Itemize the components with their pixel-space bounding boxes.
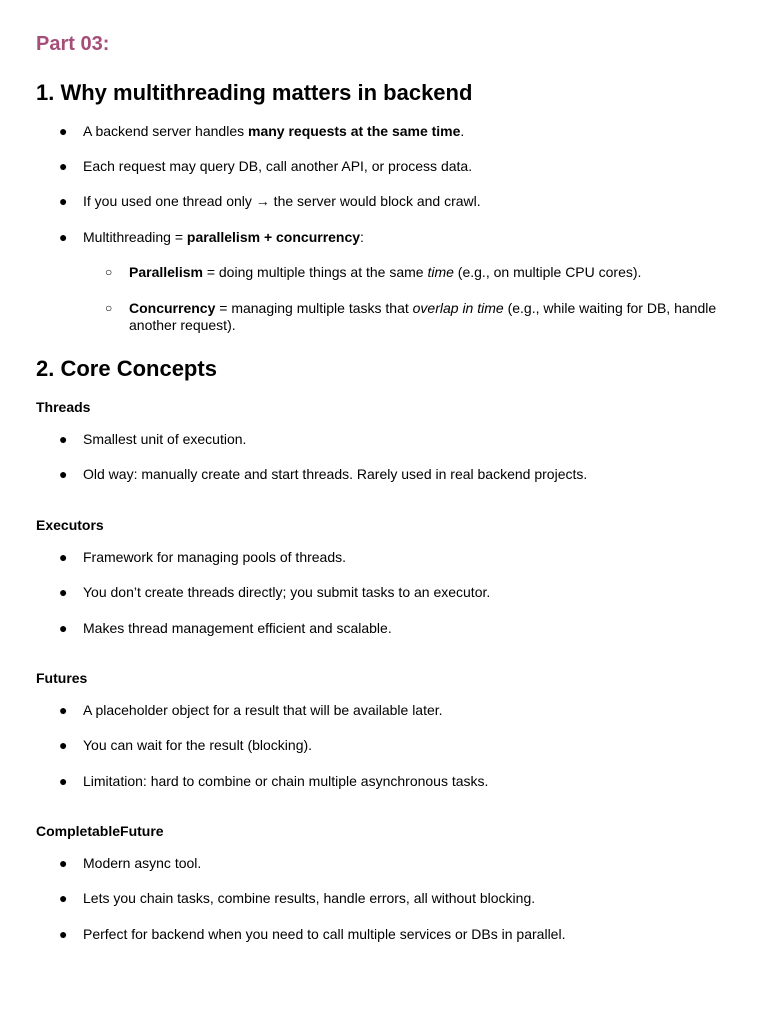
list-item-text: A backend server handles [83,123,248,139]
list-item-text: . [460,123,465,139]
circle-bullet-icon: ○ [105,301,113,315]
list-item-bold: parallelism + concurrency [186,229,361,245]
sub-item-text: (e.g., while waiting for DB, handle another request). [129,300,717,333]
sub-item-text: = managing multiple tasks that [215,300,413,316]
list-item-text: You don’t create threads directly; you submit tasks to an executor. [83,584,491,600]
list-item [59,123,733,140]
list-item-text: Lets you chain tasks, combine results, handle errors, all without blocking. [83,890,536,906]
list-item [59,193,733,210]
bullet-icon: ● [59,620,68,636]
bullet-icon: ● [59,702,68,718]
list-item [59,549,733,566]
list-item-text: A placeholder object for a result that will be available later. [83,702,443,718]
list-item [59,773,733,790]
list-item [59,620,733,637]
list-item [59,584,733,601]
list-item [59,702,733,719]
sub-item-text: = doing multiple things at the same [202,264,428,280]
list-item [59,431,733,448]
futures-heading: Futures [36,670,88,686]
sub-item-bold: Parallelism [129,264,203,280]
list-item [59,926,733,943]
list-item [59,229,733,246]
list-item [59,737,733,754]
list-item-text: Perfect for backend when you need to call multiple services or DBs in parallel. [83,926,566,942]
list-item-text: If you used one thread only → the server would block and crawl. [83,193,481,209]
bullet-icon: ● [59,890,68,906]
bullet-icon: ● [59,193,68,209]
section2-heading: 2. Core Concepts [36,356,217,381]
bullet-icon: ● [59,466,68,482]
circle-bullet-icon: ○ [105,265,113,279]
section1-heading: 1. Why multithreading matters in backend [36,80,473,105]
bullet-icon: ● [59,549,68,565]
list-item-bold: many requests at the same time [248,123,461,139]
bullet-icon: ● [59,737,68,753]
list-item-text: Old way: manually create and start threads. Rarely used in real backend projects. [83,466,588,482]
sub-item-italic: overlap in time [412,300,504,316]
list-item-text: Makes thread management efficient and scalable. [83,620,392,636]
completablefuture-heading: CompletableFuture [36,823,164,839]
list-item-text: Multithreading = [83,229,187,245]
bullet-icon: ● [59,773,68,789]
sub-list-item [105,300,729,334]
sub-item-text: (e.g., on multiple CPU cores). [453,264,642,280]
list-item-text: Modern async tool. [83,855,202,871]
bullet-icon: ● [59,431,68,447]
list-item-text: Each request may query DB, call another API, or process data. [83,158,473,174]
list-item [59,158,733,175]
sub-list-item [105,264,729,281]
list-item-text: You can wait for the result (blocking). [83,737,313,753]
executors-heading: Executors [36,517,104,533]
bullet-icon: ● [59,584,68,600]
list-item-text: Limitation: hard to combine or chain multiple asynchronous tasks. [83,773,489,789]
bullet-icon: ● [59,123,68,139]
part-title: Part 03: [36,33,110,55]
list-item-text: : [360,229,364,245]
bullet-icon: ● [59,855,68,871]
sub-item-italic: time [427,264,454,280]
list-item-text: Framework for managing pools of threads. [83,549,347,565]
threads-heading: Threads [36,399,91,415]
bullet-icon: ● [59,926,68,942]
bullet-icon: ● [59,158,68,174]
list-item [59,890,733,907]
list-item [59,466,733,483]
list-item [59,855,733,872]
list-item-text: Smallest unit of execution. [83,431,247,447]
bullet-icon: ● [59,229,68,245]
sub-item-bold: Concurrency [129,300,216,316]
